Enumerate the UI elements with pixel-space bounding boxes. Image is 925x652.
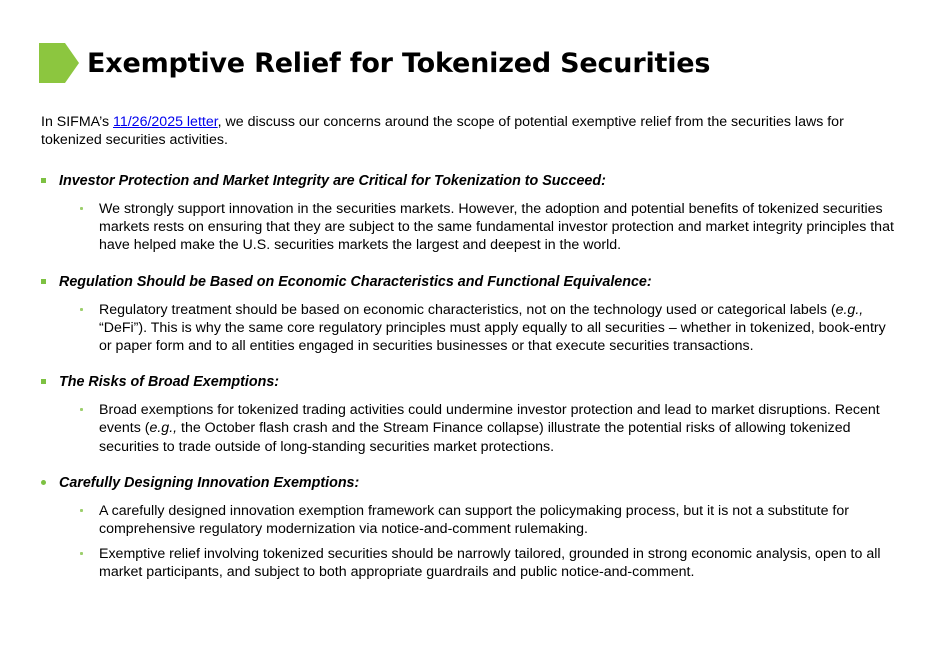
dot-bullet-icon [80,509,83,512]
dot-bullet-icon [80,308,83,311]
section-heading-text: Regulation Should be Based on Economic Characteristics and Functional Equivalence: [59,273,652,290]
section-risks [41,373,901,456]
sub-bullet-text: Regulatory treatment should be based on economic characteristics, not on the technology used or categorical labels ( [99,301,836,318]
sub-bullet [99,200,901,255]
title-row [39,43,710,83]
bullet-list [41,172,901,600]
chevron-icon [39,43,79,83]
section-heading [41,373,901,391]
section-regulation [41,273,901,356]
eg-italic: e.g., [149,420,178,437]
sub-bullet-text: Broad exemptions for tokenized trading activities could undermine investor protection and lead to market disruptions. Recent events ( [99,402,880,437]
sub-bullet [99,502,901,538]
dot-bullet-icon [80,408,83,411]
sub-bullet [99,545,901,581]
square-bullet-icon [41,279,46,284]
sub-bullet-text: A carefully designed innovation exemption framework can support the policymaking process, but it is not a substitute for comprehensive regulatory modernization via notice-and-comment rulemaking. [99,502,849,538]
intro-text-before: In SIFMA’s [41,114,114,130]
section-heading [41,172,901,190]
sub-bullet-text: We strongly support innovation in the securities markets. However, the adoption and potential benefits of tokenized securities markets rests on ensuring that they are subject to the same fundamental investor protection and market integrity principles that have helped make the U.S. securities markets the largest and deepest in the world. [99,201,894,254]
section-heading [41,474,901,492]
intro-text-after: , we discuss our concerns around the scope of potential exemptive relief from the securities laws for tokenized securities activities. [41,114,844,148]
sub-bullet [99,301,901,356]
section-innovation-exemptions [41,474,901,582]
section-heading-text: Investor Protection and Market Integrity are Critical for Tokenization to Succeed: [59,173,606,189]
sub-bullet-text: Exemptive relief involving tokenized securities should be narrowly tailored, grounded in strong economic analysis, open to all market participants, and subject to both appropriate guardrails and public notice-and-comment. [99,546,881,581]
sub-bullet [99,401,901,456]
square-bullet-icon [41,178,46,183]
letter-link[interactable]: 11/26/2025 letter [113,114,218,130]
dot-bullet-icon [80,552,83,555]
section-heading [41,273,901,291]
section-heading-text: Carefully Designing Innovation Exemptions: [59,474,360,491]
section-heading-text: The Risks of Broad Exemptions: [59,374,280,391]
page-title: Exemptive Relief for Tokenized Securities [87,47,711,79]
sub-bullet-text-rest: the October flash crash and the Stream Finance collapse) illustrate the potential risks of allowing tokenized securities to trade outside of long-standing securities market protections. [99,420,851,455]
dot-bullet-icon [80,207,83,210]
square-bullet-icon [41,379,46,384]
round-bullet-icon [41,480,46,485]
section-investor-protection [41,172,901,255]
eg-italic: e.g., [835,301,864,318]
intro-paragraph [41,113,901,149]
sub-bullet-text-rest: “DeFi”). This is why the same core regulatory principles must apply equally to all securities – whether in tokenized, book-entry or paper form and to all entities engaged in securities businesses or that execute securities transactions. [99,319,886,355]
